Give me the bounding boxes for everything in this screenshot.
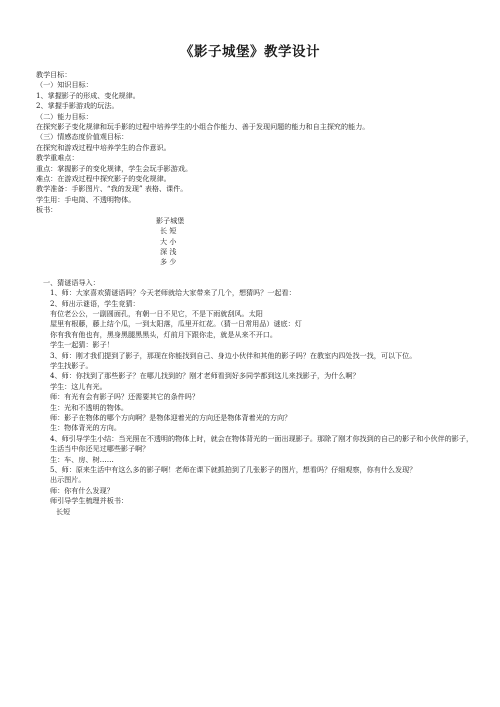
student-prep: 学生用：手电筒、不透明物体。 <box>36 194 136 204</box>
s1-line5: 5、师：原来生活中有这么多的影子啊！老师在课下就抓拍到了几张影子的图片，想看吗？仔细观察，你有什么发现？ <box>50 465 417 475</box>
teacher-prep: 教学准备：手影图片、“我的发现” 表格、课件。 <box>36 184 188 194</box>
key-point: 重点：掌握影子的变化规律，学生会玩手影游戏。 <box>36 163 193 173</box>
board-item: 大 小 <box>160 236 177 246</box>
s1-line4: 4、师：你找到了那些影子？在哪儿找到的？刚才老师看到好多同学都到这儿来找影子，为什么啊？ <box>50 371 360 381</box>
goal2-heading: （二）能力目标： <box>36 111 93 121</box>
s1-line3: 3、师：刚才我们提到了影子，那现在你能找到自己、身边小伙伴和其他的影子吗？在教室内四处找一找，可以下位。 <box>50 350 417 360</box>
goal1-heading: （一）知识目标： <box>36 80 93 90</box>
riddle: 屋里有根藤，藤上结个瓜，一到太阳落，瓜里开红花。（猜一日常用品）谜底：灯 <box>50 319 302 329</box>
s1-last: 长短 <box>56 506 71 516</box>
s1-line2: 2、师出示谜语，学生竞猜： <box>50 298 140 308</box>
board-heading: 板书： <box>36 205 58 215</box>
board-item: 影子城堡 <box>156 215 185 225</box>
board-item: 深 浅 <box>160 246 177 256</box>
s1-a3: 生：物体背光的方向。 <box>50 423 121 433</box>
riddle: 有位老公公，一副圆面孔，有朝一日不见它，不是下雨就刮风。太阳 <box>50 308 263 318</box>
s1-q3: 师：影子在物体的哪个方向啊？是物体迎着光的方向还是物体背着光的方向？ <box>50 413 292 422</box>
goal3-heading: （三）情感态度价值观目标： <box>36 132 129 142</box>
s1-show: 出示图片。 <box>50 475 86 485</box>
document-body <box>36 70 476 517</box>
key-heading: 教学重难点： <box>36 153 79 163</box>
goal2-text: 在探究影子变化规律和玩手影的过程中培养学生的小组合作能力、善于发现问题的能力和自主探究的能力。 <box>36 122 370 132</box>
s1-a4: 生：车、房、树…… <box>50 454 114 464</box>
s1-find: 学生找影子。 <box>50 360 93 370</box>
goal1-item: 1、掌握影子的形成、变化规律。 <box>36 90 140 100</box>
s1-summary: 4、师引导学生小结：当光照在不透明的物体上时，就会在物体背光的一面出现影子。那除了刚才你找到的自己的影子和小伙伴的影子，生活当中你还见过哪些影子啊？ <box>50 433 474 454</box>
section1-heading: 一、猜谜语导入： <box>43 277 100 287</box>
s1-q5: 师：你有什么发现？ <box>50 485 114 495</box>
riddle: 你有我有他也有，黑身黑腿黑黑头，灯前月下跟你走，就是从来不开口。 <box>50 329 277 339</box>
s1-q2: 师：有光有会有影子吗？还需要其它的条件吗？ <box>50 392 199 402</box>
difficult-point: 难点：在游戏过程中探究影子的变化规律。 <box>36 174 171 184</box>
s1-answer: 学生一起猜：影子！ <box>50 340 114 350</box>
document-title: 《影子城堡》教学设计 <box>180 44 320 60</box>
s1-a1: 学生：这儿有光。 <box>50 381 107 391</box>
s1-a2: 生：光和不透明的物体。 <box>50 402 129 412</box>
goal1-item: 2、掌握手影游戏的玩法。 <box>36 101 119 111</box>
goals-heading: 教学目标： <box>36 70 72 79</box>
goal3-text: 在探究和游戏过程中培养学生的合作意识。 <box>36 142 171 152</box>
board-item: 长 短 <box>160 226 177 236</box>
s1-line1: 1、师：大家喜欢猜谜语吗？今天老师就给大家带来了几个，想猜吗？一起看： <box>50 288 296 298</box>
s1-board: 师引导学生梳理并板书： <box>50 496 129 506</box>
board-item: 多 少 <box>160 257 177 267</box>
